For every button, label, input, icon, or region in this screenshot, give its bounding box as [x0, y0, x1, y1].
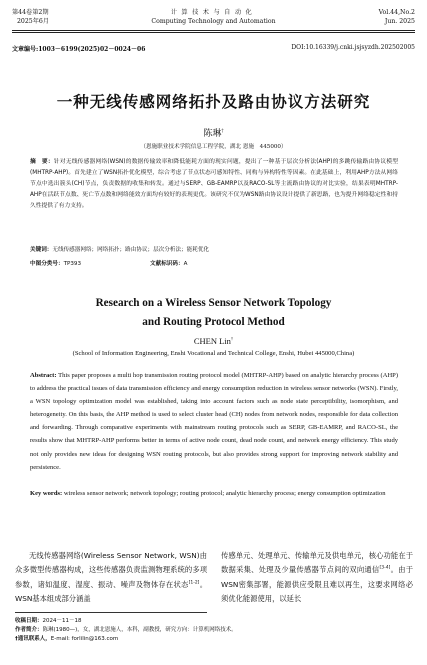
body-paragraph-left	[15, 549, 207, 607]
header-rule-bottom	[12, 32, 415, 33]
author-en: CHEN Lin	[193, 336, 231, 346]
date-en: Jun. 2025	[384, 17, 415, 25]
document-code-label: 文献标识码：	[150, 261, 184, 267]
document-code-cn	[150, 259, 187, 267]
author-en-mark: †	[230, 336, 234, 342]
abstract-cn-text: 针对无线传感器网络(WSN)的数据传输效率和降低能耗方面的现实问题，提出了一种基于层次分析法(AHP)的多跳传输路由协议模型(MHTRP-AHP)。首先建立了WSN拓扑优化模型，综合考虑了节点状态可感知特性、同构与异构特性等因素。在此基础上，利用AHP方法从网络节点中选出簇头(CH)节点，负责数据的收集和转发。通过与SERP、GB-EAMRP以及RACO-SL等主流路由协议的对比实验，结果表明MHTRP-AHP在活跃节点数、死亡节点数和网络能效方面均有较好的表现更优。该研究不仅为WSN路由协议设计提供了新思路，也为提升网络稳定性和持久性提供了有力支持。	[30, 159, 398, 210]
footnote-received	[15, 617, 237, 626]
author-cn-line	[0, 126, 427, 139]
header-rule-top	[12, 30, 415, 31]
keywords-cn-label: 关键词：	[30, 247, 53, 253]
keywords-en-label: Key words:	[30, 490, 63, 497]
abstract-en-text: This paper proposes a multi hop transmission routing protocol model (MHTRP-AHP) based on analytic hierarchy process (AHP) to address the practical issues of data transmission efficiency and energy consumption reduction in wireless sensor networks (WSN). Firstly, a WSN topology optimization model was established, taking into account factors such as node state perceptibility, isomorphism, and heterogeneity. On this basis, the AHP method is used to select cluster head (CH) nodes from network nodes, responsible for data collection and forwarding. Through comparative experiments with mainstream routing protocols such as SERP, GB-EAMRP, and RACO-SL, the results show that MHTRP-AHP performs better in terms of active node count, dead node count, and network energy efficiency. This study not only provides new ideas for designing WSN routing protocols, but also provides strong support for improving network stability and persistence.	[30, 372, 398, 471]
affiliation-cn: （恩施职业技术学院信息工程学院，湖北 恩施 445000）	[140, 144, 287, 150]
correspondence-email[interactable]: E-mail: forlilin@163.com	[50, 636, 119, 642]
title-en-line1: Research on a Wireless Sensor Network Topology	[95, 297, 332, 309]
body-column-left	[15, 549, 207, 607]
body-right-end: 。由于WSN密集部署，能源供应受限且难以再生，这要求网络必须优化能源使用，以延长	[221, 565, 413, 604]
author-info: 陈琳(1980—)，女，湖北恩施人，本科，副教授，研究方向：计算机网络技术。	[42, 627, 237, 633]
footnote-author	[15, 626, 237, 635]
classification-cn	[30, 259, 81, 267]
body-right-text: 传感单元、处理单元、传输单元及供电单元，核心功能在于数据采集、处理及少量传感器节点间的双向通信	[221, 551, 413, 575]
received-label: 收稿日期：	[15, 618, 43, 624]
title-cn: 一种无线传感网络拓扑及路由协议方法研究	[56, 93, 371, 111]
footnote-rule	[15, 612, 207, 613]
classification-label: 中图分类号：	[30, 261, 64, 267]
date-cn: 2025年6月	[17, 17, 50, 25]
body-column-right	[221, 549, 413, 607]
header-center	[0, 9, 427, 26]
author-info-label: 作者简介：	[15, 627, 43, 633]
keywords-cn-text: 无线传感器网络；网络拓扑；路由协议；层次分析法；能耗优化	[52, 247, 210, 253]
body-left-text: 无线传感器网络(Wireless Sensor Network, WSN)由众多微型传感器构成，这些传感器负责监测物理系统的多项参数，诸如温度、湿度、振动、噪声及物体存在状态	[15, 551, 207, 589]
body-paragraph-right	[221, 549, 413, 607]
author-en-line	[0, 336, 427, 346]
correspondence-label: †通讯联系人，	[15, 636, 51, 642]
abstract-en-label: Abstract:	[30, 372, 57, 379]
citation-3-4: [3-4]	[379, 565, 391, 571]
body-left-end: 。WSN基本组成部分涵盖	[15, 579, 207, 604]
doi: DOI:10.16339/j.cnki.jsjsyzdh.202502005	[291, 44, 415, 51]
author-cn: 陈琳	[203, 129, 222, 139]
author-mark: †	[221, 129, 224, 134]
journal-name-cn: 计算技术与自动化	[170, 9, 257, 16]
header-right	[379, 9, 415, 26]
abstract-cn	[30, 157, 398, 212]
keywords-en	[30, 487, 398, 500]
title-en	[0, 294, 427, 332]
citation-1-2: [1-2]	[188, 580, 200, 586]
received-date: 2024－11－18	[42, 618, 82, 624]
abstract-cn-label: 摘 要：	[30, 159, 54, 165]
abstract-en	[30, 369, 398, 474]
footnotes	[15, 617, 237, 644]
article-id: 文章编号:1003－6199(2025)02－0024－06	[12, 46, 146, 53]
volume-cn: 第44卷第2期	[12, 9, 49, 16]
journal-name-en: Computing Technology and Automation	[151, 17, 276, 25]
document-code-value: A	[183, 261, 188, 267]
volume-en: Vol.44,No.2	[378, 9, 415, 16]
title-en-line2: and Routing Protocol Method	[142, 316, 285, 328]
keywords-en-text: wireless sensor network; network topology; routing protocol; analytic hierarchy process; energy consumption optimization	[63, 490, 386, 497]
affiliation-en: (School of Information Engineering, Enshi Vocational and Technical College, Enshi, Hubei 445000,China)	[72, 350, 355, 357]
keywords-cn	[30, 245, 400, 253]
footnote-correspondence	[15, 635, 237, 644]
classification-value: TP393	[63, 261, 82, 267]
